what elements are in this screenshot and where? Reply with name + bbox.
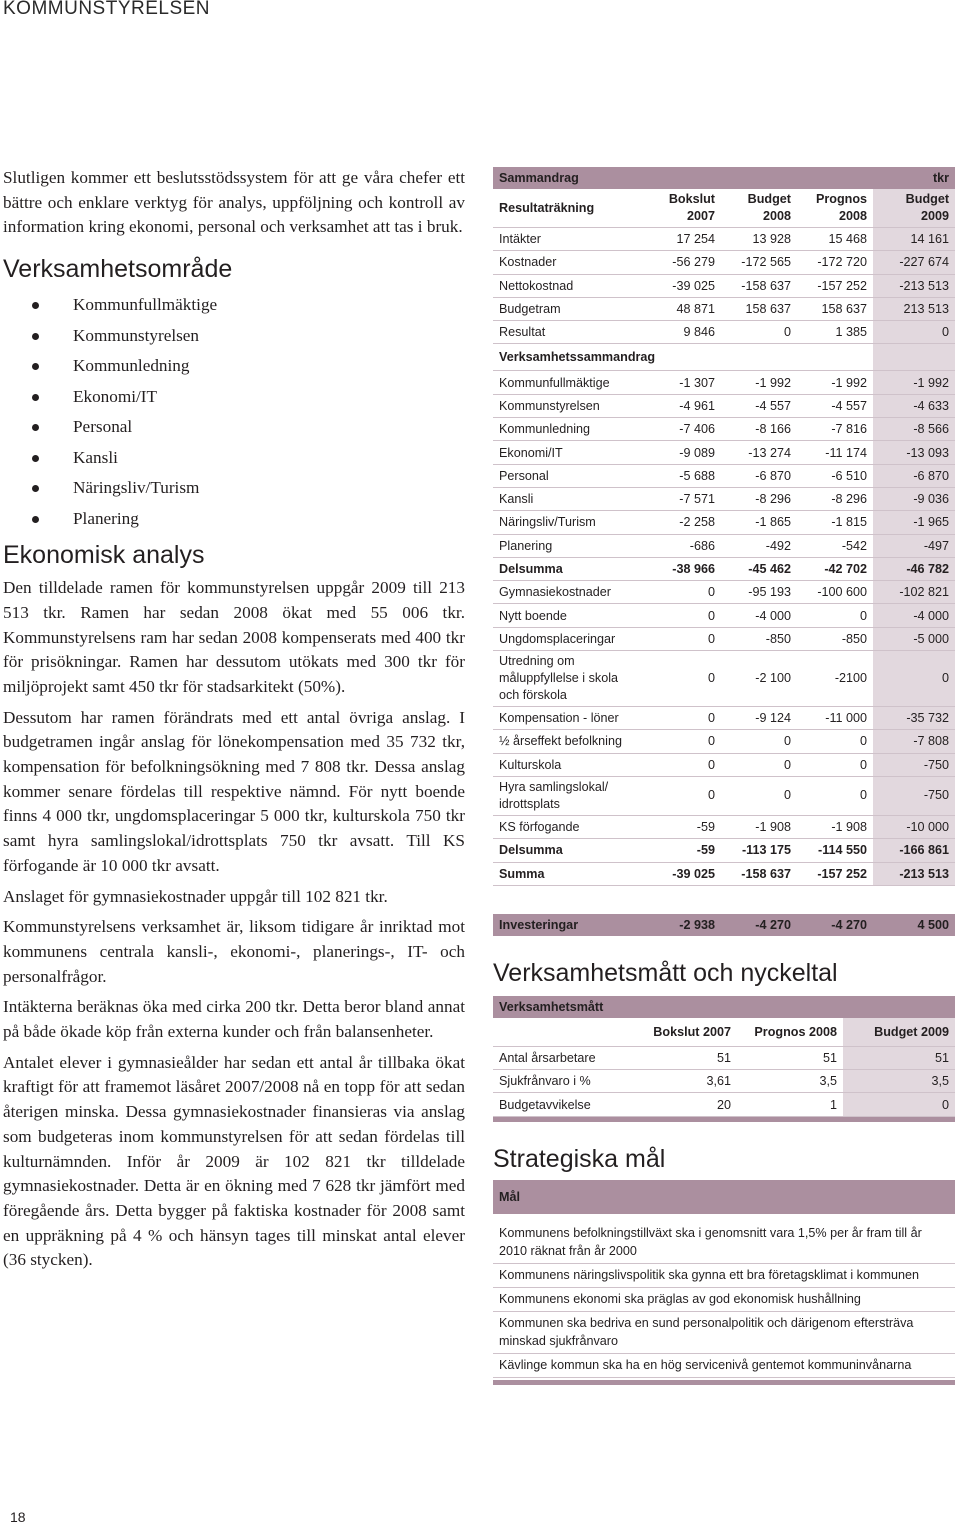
metrics-label: Sjukfrånvaro i % [493,1070,643,1093]
metrics-value: 3,61 [643,1070,737,1093]
row-value: 48 871 [643,297,721,320]
metrics-value: 3,5 [843,1070,955,1093]
row-value: -9 036 [873,487,955,510]
row-label: ½ årseffekt befolkning [493,730,643,753]
col-prognos-2008: Prognos 2008 [797,189,873,228]
metrics-row [493,1046,955,1069]
row-value: 0 [643,651,721,707]
area-item [3,443,465,474]
row-value: -8 296 [797,487,873,510]
row-value: -1 992 [721,371,797,394]
goal-item: Kommunens näringslivspolitik ska gynna ett bra företagsklimat i kommunen [493,1266,955,1288]
row-value: -158 637 [721,274,797,297]
row-value: -542 [797,534,873,557]
table-row [493,418,955,441]
area-item-label: Näringsliv/Turism [73,478,200,498]
analysis-paragraph: Intäkterna beräknas öka med cirka 200 tkr. Detta beror bland annat på både ökade köp från externa kunder och från balansenheter. [3,997,465,1042]
row-value: -157 252 [797,274,873,297]
goals-heading: Strategiska mål [493,1144,666,1173]
table-row [493,534,955,557]
table-row [493,839,955,862]
row-value: -8 566 [873,418,955,441]
row-value: -11 174 [797,441,873,464]
metrics-label: Budgetavvikelse [493,1093,643,1116]
row-value: 0 [721,776,797,815]
row-value: -4 557 [721,394,797,417]
goal-item: Kävlinge kommun ska ha en hög servicenivå gentemot kommuninvånarna [493,1356,955,1378]
row-value: -46 782 [873,557,955,580]
summary-table [493,167,955,886]
metrics-row [493,1093,955,1116]
table-row [493,707,955,730]
row-value: -7 571 [643,487,721,510]
row-value: -2 258 [643,511,721,534]
area-item [3,382,465,413]
row-value: -59 [643,839,721,862]
goals-end-bar [493,1380,955,1385]
row-label: Näringsliv/Turism [493,511,643,534]
page-header: KOMMUNSTYRELSEN [3,0,211,19]
row-value: -1 815 [797,511,873,534]
row-value: -172 565 [721,251,797,274]
row-value: -7 406 [643,418,721,441]
row-value: -1 908 [797,815,873,838]
intro-paragraph: Slutligen kommer ett beslutsstödssystem för att ge våra chefer ett bättre och enklare verktyg för analys, uppföljning och kontroll av information kring ekonomi, personal och verksamhet att tas i bruk. [3,168,465,237]
row-value: -8 166 [721,418,797,441]
col-budget-2009: Budget 2009 [873,189,955,228]
table-row [493,394,955,417]
bullet-icon [32,424,39,431]
row-value: -497 [873,534,955,557]
investment-value: -2 938 [643,914,721,936]
row-value: -850 [721,627,797,650]
table-row [493,557,955,580]
row-label: Kostnader [493,251,643,274]
bullet-icon [32,485,39,492]
col-budget-2008: Budget 2008 [721,189,797,228]
row-value: 0 [721,753,797,776]
row-value: -102 821 [873,581,955,604]
bullet-icon [32,302,39,309]
table-row [493,274,955,297]
row-value: 0 [797,753,873,776]
metrics-value: 0 [843,1093,955,1116]
row-value: 158 637 [721,297,797,320]
metrics-value: 51 [843,1046,955,1069]
row-value: -4 000 [721,604,797,627]
row-value: -213 513 [873,862,955,885]
metrics-value: 51 [643,1046,737,1069]
row-value: 1 385 [797,321,873,344]
row-value: -6 510 [797,464,873,487]
row-value: -45 462 [721,557,797,580]
row-value: 0 [721,730,797,753]
row-value: -166 861 [873,839,955,862]
row-value: -100 600 [797,581,873,604]
metrics-title-row [493,996,955,1018]
metrics-heading: Verksamhetsmått och nyckeltal [493,958,838,987]
row-value: -1 307 [643,371,721,394]
row-value: -750 [873,753,955,776]
row-label: Ekonomi/IT [493,441,643,464]
row-value: -114 550 [797,839,873,862]
area-item [3,412,465,443]
row-value: 213 513 [873,297,955,320]
row-value: -8 296 [721,487,797,510]
row-value: -4 557 [797,394,873,417]
investment-value: 4 500 [873,914,955,936]
table-row [493,627,955,650]
row-label: Planering [493,534,643,557]
row-label: Personal [493,464,643,487]
row-label: Summa [493,862,643,885]
row-label: Kansli [493,487,643,510]
row-label: Nettokostnad [493,274,643,297]
goal-item: Kommunens befolkningstillväxt ska i genomsnitt vara 1,5% per år fram till år 2010 räknat från år 2000 [493,1224,955,1264]
area-item-label: Kommunfullmäktige [73,295,218,315]
row-value: -2100 [797,651,873,707]
row-value: -1 992 [797,371,873,394]
metrics-value: 3,5 [737,1070,843,1093]
row-value: -1 908 [721,815,797,838]
row-value: 9 846 [643,321,721,344]
row-value: -9 089 [643,441,721,464]
area-heading: Verksamhetsområde [3,255,233,284]
table-row [493,753,955,776]
row-value: -95 193 [721,581,797,604]
row-value: -56 279 [643,251,721,274]
investment-label: Investeringar [493,914,643,936]
table-row [493,815,955,838]
table-row [493,730,955,753]
summary-column-header-row [493,189,955,228]
row-value: -227 674 [873,251,955,274]
goal-item: Kommunens ekonomi ska präglas av god ekonomisk hushållning [493,1290,955,1312]
investment-value: -4 270 [797,914,873,936]
area-item [3,290,465,321]
metrics-label: Antal årsarbetare [493,1046,643,1069]
investment-row [493,914,955,936]
row-value: -13 093 [873,441,955,464]
area-item [3,504,465,535]
row-value: 0 [873,321,955,344]
analysis-heading: Ekonomisk analys [3,541,205,570]
row-value: -158 637 [721,862,797,885]
row-value: -13 274 [721,441,797,464]
row-value: 0 [797,776,873,815]
row-value: -1 965 [873,511,955,534]
row-label: Kommunfullmäktige [493,371,643,394]
table-row [493,441,955,464]
row-value: 14 161 [873,228,955,251]
table-row [493,581,955,604]
row-value: 0 [797,604,873,627]
row-value: -39 025 [643,274,721,297]
area-item [3,321,465,352]
row-label: Gymnasiekostnader [493,581,643,604]
investment-table [493,914,955,936]
area-item-label: Personal [73,417,133,437]
metrics-header-row [493,1018,955,1047]
row-label: Nytt boende [493,604,643,627]
summary-unit: tkr [873,167,955,189]
analysis-paragraph: Kommunstyrelsens verksamhet är, liksom tidigare år inriktad mot kommunens centrala kansli-, ekonomi-, planerings-, IT- och personalfrågor. [3,917,465,986]
row-value: 0 [797,730,873,753]
row-label: Kommunstyrelsen [493,394,643,417]
row-value: -492 [721,534,797,557]
row-value: 15 468 [797,228,873,251]
row-value: -7 816 [797,418,873,441]
row-value: 0 [643,730,721,753]
table-row [493,464,955,487]
left-column [3,166,465,1279]
row-label: Kulturskola [493,753,643,776]
metrics-value: 20 [643,1093,737,1116]
metrics-table [493,996,955,1117]
row-value: -4 961 [643,394,721,417]
row-value: -59 [643,815,721,838]
bullet-icon [32,394,39,401]
row-value: 0 [643,753,721,776]
table-row [493,297,955,320]
area-item-label: Kansli [73,447,118,467]
goals-list [493,1224,955,1378]
metrics-end-bar [493,1117,955,1122]
table-row [493,251,955,274]
bullet-icon [32,455,39,462]
row-label: Budgetram [493,297,643,320]
area-list [3,290,465,534]
row-value: 0 [643,604,721,627]
row-value: 0 [643,581,721,604]
row-label: Utredning om måluppfyllelse i skola och förskola [493,651,643,707]
metrics-value: 51 [737,1046,843,1069]
row-value: -850 [797,627,873,650]
row-label: Resultat [493,321,643,344]
metrics-col: Prognos 2008 [737,1018,843,1047]
analysis-paragraph: Anslaget för gymnasiekostnader uppgår till 102 821 tkr. [3,886,388,906]
table-row [493,651,955,707]
row-value: -686 [643,534,721,557]
row-value: -1 992 [873,371,955,394]
analysis-text [3,576,465,1273]
row-value: -4 633 [873,394,955,417]
table-row [493,321,955,344]
result-header: Resultaträkning [493,189,643,228]
area-item-label: Kommunstyrelsen [73,325,200,345]
row-value: 0 [873,651,955,707]
area-item-label: Kommunledning [73,356,190,376]
table-row [493,487,955,510]
analysis-paragraph: Den tilldelade ramen för kommunstyrelsen uppgår 2009 till 213 513 tkr. Ramen har sedan 2008 ökat med 55 006 tkr. Kommunstyrelsens ram har sedan 2008 kompenserats med 400 tkr för prisökningar. Ramen har dessutom utökats med 300 tkr för miljöprojekt samt 450 tkr för stadsarkitekt (50%). [3,578,465,696]
activity-header-row [493,344,955,371]
analysis-paragraph: Dessutom har ramen förändrats med ett antal övriga anslag. I budgetramen ingår anslag för lönekompensation med 35 732 tkr, kompensation för befolkningsökning med 7 808 tkr. Dessa anslag kommer senare fördelas till respektive nämnd. För nytt boende finns 4 000 tkr, ungdomsplaceringar 5 000 tkr, kulturskola 750 tkr samt hyra samlingslokal/idrottsplats 750 tkr avsatt. Till KS förfogande är 10 000 tkr avsatt. [3,707,465,875]
metrics-row [493,1070,955,1093]
row-value: 0 [643,776,721,815]
row-value: -750 [873,776,955,815]
summary-title-row [493,167,955,189]
metrics-col: Budget 2009 [843,1018,955,1047]
row-value: 158 637 [797,297,873,320]
row-value: -172 720 [797,251,873,274]
row-value: -39 025 [643,862,721,885]
area-item [3,351,465,382]
bullet-icon [32,333,39,340]
row-label: Ungdomsplaceringar [493,627,643,650]
row-value: -6 870 [721,464,797,487]
row-value: -11 000 [797,707,873,730]
col-bokslut-2007: Bokslut 2007 [643,189,721,228]
summary-table-box [493,167,955,1385]
row-value: -213 513 [873,274,955,297]
table-row [493,371,955,394]
row-value: -10 000 [873,815,955,838]
metrics-value: 1 [737,1093,843,1116]
goals-box [493,1180,955,1385]
row-label: KS förfogande [493,815,643,838]
goals-title: Mål [493,1180,955,1214]
goal-item: Kommunen ska bedriva en sund personalpolitik och därigenom eftersträva minskad sjukfrånvaro [493,1314,955,1354]
page-number: 18 [10,1509,26,1525]
metrics-title: Verksamhetsmått [493,996,955,1018]
summary-title: Sammandrag [493,167,873,189]
row-value: -157 252 [797,862,873,885]
row-value: 0 [643,707,721,730]
table-row [493,862,955,885]
row-value: -9 124 [721,707,797,730]
row-value: -4 000 [873,604,955,627]
row-label: Kompensation - löner [493,707,643,730]
row-label: Hyra samlingslokal/ idrottsplats [493,776,643,815]
table-row [493,228,955,251]
row-value: -38 966 [643,557,721,580]
row-label: Kommunledning [493,418,643,441]
investment-value: -4 270 [721,914,797,936]
row-label: Delsumma [493,557,643,580]
metrics-col: Bokslut 2007 [643,1018,737,1047]
analysis-paragraph: Antalet elever i gymnasieålder har sedan ett antal år tillbaka ökat kraftigt för att framemot läsåret 2007/2008 nå en topp för att sedan återigen minska. Dessa gymnasiekostnader finansieras via anslag som budgeteras inom kommunstyrelsen för att sedan fördelas till kulturnämnden. Inför år 2009 är 102 821 tkr tilldelade gymnasiekostnader. Detta är en ökning med 7 628 tkr jämfört med föregående års. Detta bygger på faktiska kostnader för 2008 samt en uppräkning på 4 % och hänsyn tages till minskat antal elever (36 stycken). [3,1052,465,1270]
bullet-icon [32,363,39,370]
row-value: 17 254 [643,228,721,251]
area-item-label: Ekonomi/IT [73,386,158,406]
row-value: 13 928 [721,228,797,251]
row-value: -6 870 [873,464,955,487]
area-item [3,473,465,504]
row-value: -1 865 [721,511,797,534]
row-value: 0 [643,627,721,650]
row-label: Intäkter [493,228,643,251]
row-value: -113 175 [721,839,797,862]
area-item-label: Planering [73,508,139,528]
table-row [493,776,955,815]
row-value: -5 688 [643,464,721,487]
row-value: -5 000 [873,627,955,650]
table-row [493,511,955,534]
activity-header: Verksamhetssammandrag [493,344,873,371]
table-row [493,604,955,627]
row-value: -42 702 [797,557,873,580]
row-label: Delsumma [493,839,643,862]
bullet-icon [32,516,39,523]
row-value: -2 100 [721,651,797,707]
row-value: -35 732 [873,707,955,730]
row-value: 0 [721,321,797,344]
row-value: -7 808 [873,730,955,753]
